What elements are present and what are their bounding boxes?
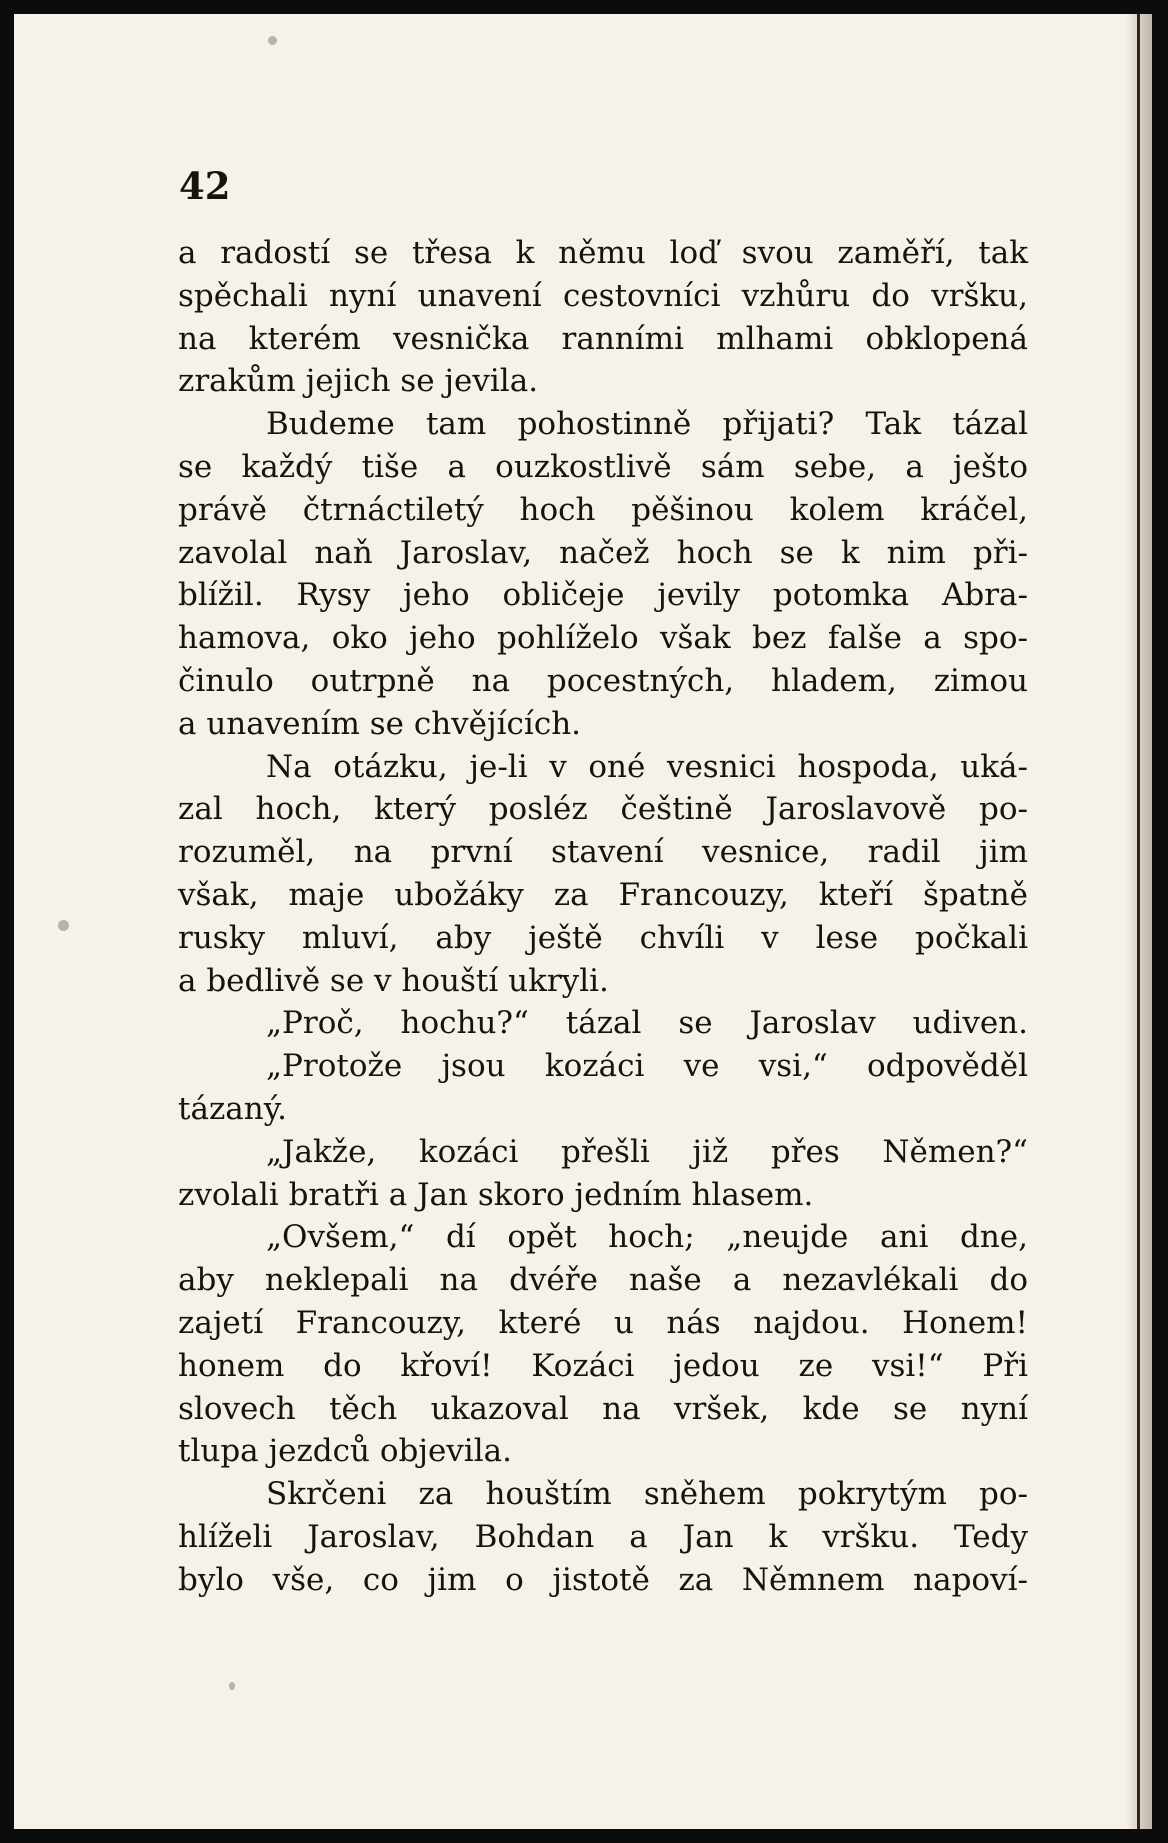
text-line: „Ovšem,“ dí opět hoch; „neujde ani dne, — [266, 1219, 1028, 1256]
text-line: Budeme tam pohostinně přijati? Tak tázal — [266, 406, 1028, 443]
text-line: zavolal naň Jaroslav, načež hoch se k nim při- — [178, 534, 1028, 571]
text-line: činulo outrpně na pocestných, hladem, zimou — [178, 662, 1028, 699]
text-line: rusky mluví, aby ještě chvíli v lese počkali — [178, 919, 1028, 956]
text-line: Skrčeni za houštím sněhem pokrytým po- — [266, 1476, 1028, 1513]
text-line: na kterém vesnička ranními mlhami obklopená — [178, 320, 1028, 357]
text-line: hlíželi Jaroslav, Bohdan a Jan k vršku. Tedy — [178, 1518, 1028, 1555]
paper-speck — [229, 1682, 235, 1690]
text-line: rozuměl, na první stavení vesnice, radil jim — [178, 834, 1028, 871]
paper-speck — [268, 36, 277, 45]
text-line: právě čtrnáctiletý hoch pěšinou kolem kráčel, — [178, 491, 1028, 528]
text-line: se každý tiše a ouzkostlivě sám sebe, a ješto — [178, 448, 1028, 485]
text-line: zrakům jejich se jevila. — [178, 363, 539, 400]
page-body-text — [178, 232, 1028, 1602]
text-line: „Jakže, kozáci přešli již přes Němen?“ — [266, 1133, 1028, 1170]
text-line: a bedlivě se v houští ukryli. — [178, 962, 609, 999]
text-line: však, maje ubožáky za Francouzy, kteří špatně — [178, 876, 1028, 913]
text-line: tlupa jezdců objevila. — [178, 1433, 512, 1470]
text-line: „Proč, hochu?“ tázal se Jaroslav udiven. — [266, 1005, 1028, 1042]
text-line: hamova, oko jeho pohlíželo však bez falše a spo- — [178, 620, 1028, 657]
text-line: spěchali nyní unavení cestovníci vzhůru do vršku, — [178, 277, 1028, 314]
text-line: a unavením se chvějících. — [178, 705, 582, 742]
text-line: zvolali bratři a Jan skoro jedním hlasem. — [178, 1176, 814, 1213]
text-line: a radostí se třesa k němu loď svou zaměří, tak — [178, 235, 1028, 271]
page-number: 42 — [179, 164, 231, 208]
book-page — [14, 14, 1152, 1829]
text-line: zajetí Francouzy, které u nás najdou. Honem! — [178, 1304, 1028, 1341]
text-line: honem do křoví! Kozáci jedou ze vsi!“ Při — [178, 1347, 1028, 1384]
text-line: slovech těch ukazoval na vršek, kde se nyní — [178, 1390, 1028, 1427]
text-line: aby neklepali na dvéře naše a nezavlékali do — [178, 1262, 1028, 1299]
text-line: zal hoch, který posléz češtině Jaroslavově po- — [178, 791, 1028, 828]
text-line: tázaný. — [178, 1090, 287, 1127]
page-binding-edge — [1137, 14, 1140, 1829]
text-line: blížil. Rysy jeho obličeje jevily potomka Abra- — [178, 577, 1028, 614]
text-line: Na otázku, je-li v oné vesnici hospoda, uká- — [266, 748, 1028, 785]
text-line: bylo vše, co jim o jistotě za Němnem napoví- — [178, 1561, 1028, 1598]
paper-speck — [58, 920, 69, 931]
text-line: „Protože jsou kozáci ve vsi,“ odpověděl — [266, 1048, 1028, 1085]
